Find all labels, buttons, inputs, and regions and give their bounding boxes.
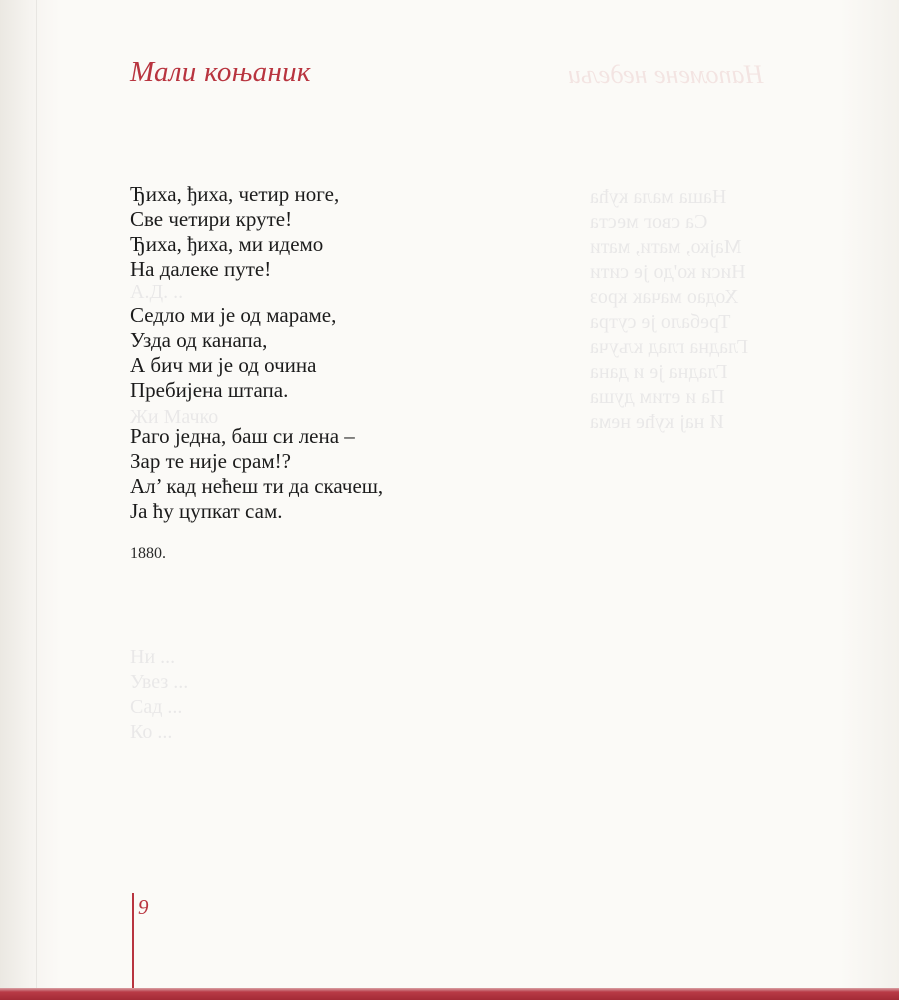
poem-line: А бич ми је од очина [130, 353, 317, 377]
poem-line: Све четири круте! [130, 207, 293, 231]
poem-line: Седло ми је од мараме, [130, 303, 337, 327]
poem-title: Мали коњаник [130, 56, 311, 88]
poem-line: Ђиха, ђиха, ми идемо [130, 232, 324, 256]
poem-line: Пребијена штапа. [130, 378, 289, 402]
bleed-through-title: Напомене недељи [568, 60, 764, 89]
poem-line: На далеке путе! [130, 257, 272, 281]
poem-line: Раго једна, баш си лена – [130, 424, 355, 448]
page-number-rule [132, 893, 134, 995]
bleed-through-text-left: А.Д. .. Жи Мачко [130, 281, 219, 428]
spine-shadow [36, 0, 37, 1000]
stanza-2 [130, 303, 383, 403]
poem-line: Ја ћу цупкат сам. [130, 499, 283, 523]
cover-edge [0, 988, 899, 1000]
stanza-3 [130, 424, 383, 524]
stanza-1 [130, 182, 383, 282]
poem-line: Узда од канапа, [130, 328, 268, 352]
poem-line: Зар те није срам!? [130, 449, 291, 473]
poem-body [130, 182, 383, 545]
bleed-through-text-right: Наша мала кућа Са свог места Мајко, мати, мати Ниси ко'до је сити Ходао мачак кроз Требало је сутра Гладна глад кључа Гладна је и дана Па и етим душа И нај куће нема [590, 186, 749, 433]
poem-line: Ђиха, ђиха, четир ноге, [130, 182, 340, 206]
bleed-through-text-left-lower: Ни ... Увез ... Сад ... Ко ... [130, 646, 189, 743]
poem-year: 1880. [130, 545, 166, 562]
poem-line: Ал’ кад нећеш ти да скачеш, [130, 474, 384, 498]
page-number: 9 [138, 895, 149, 919]
